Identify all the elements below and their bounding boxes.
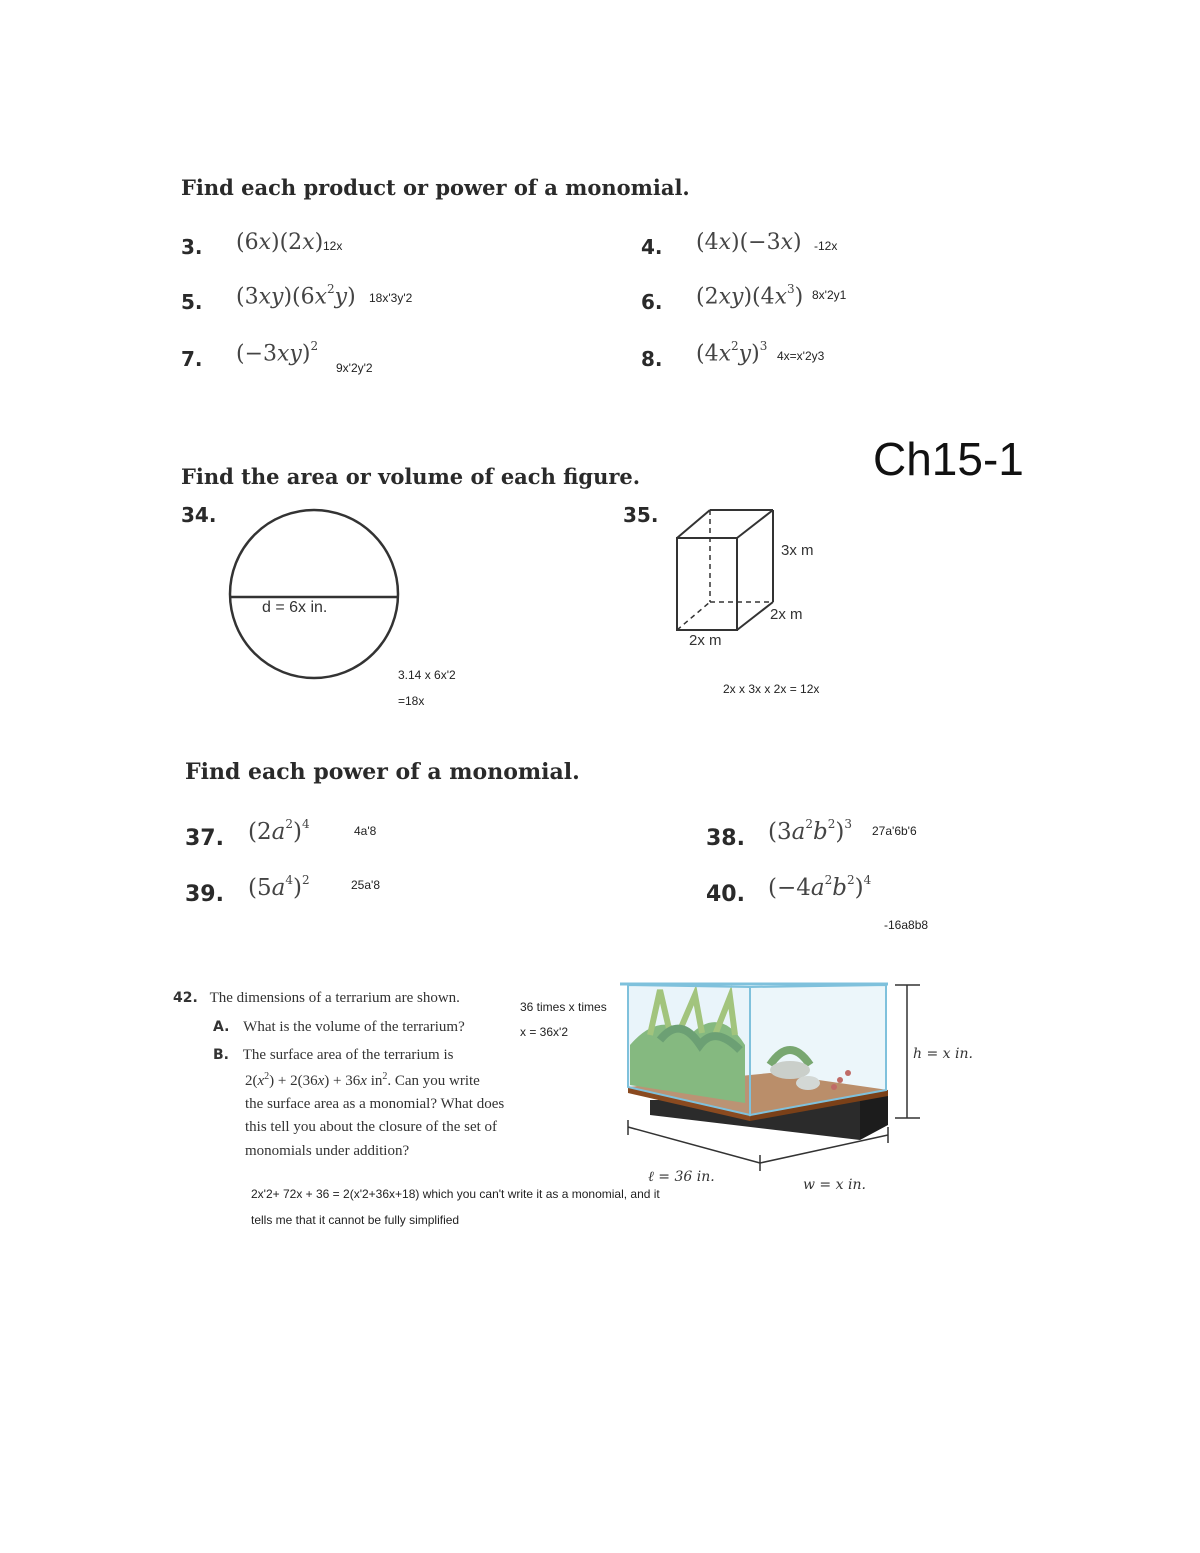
part-a-label: A. [213, 1019, 230, 1035]
handwritten-answer: -16a8b8 [884, 918, 929, 932]
problem-number: 8. [641, 347, 663, 371]
handwritten-answer: 8x'2y1 [812, 288, 847, 302]
problem-number: 3. [181, 235, 203, 259]
part-b-label: B. [213, 1047, 229, 1063]
width-label: w = x in. [803, 1177, 866, 1193]
problem-expression: $(2xy)(4x^3)$ [696, 282, 804, 310]
depth-label: 2x m [770, 606, 803, 623]
handwritten-answer: 2x x 3x x 2x = 12x [723, 682, 820, 696]
problem-number: 40. [706, 882, 745, 907]
height-label: h = x in. [913, 1046, 973, 1062]
surface-area-expression: $2(x^2) + 2(36x) + 36x$ $in^2$. Can you write [245, 1071, 480, 1089]
problem-expression: $(-3xy)^2$ [236, 339, 319, 367]
handwritten-answer: 2x'2+ 72x + 36 = 2(x'2+36x+18) which you can't write it as a monomial, and it [251, 1187, 660, 1201]
problem-expression: $(3a^2b^2)^3$ [768, 817, 852, 845]
width-label: 2x m [689, 632, 722, 649]
handwritten-answer: 4x=x'2y3 [777, 349, 825, 363]
part-b [213, 1047, 453, 1064]
handwritten-answer: 27a'6b'6 [872, 824, 917, 838]
circle-figure [222, 505, 407, 685]
problem-expression: $(3xy)(6x^2y)$ [236, 282, 356, 310]
section-heading-area-volume: Find the area or volume of each figure. [181, 464, 641, 489]
handwritten-answer: 25a'8 [351, 878, 380, 892]
problem-expression: (4x)(−3x) [696, 230, 802, 255]
handwritten-answer: 4a'8 [354, 824, 377, 838]
handwritten-answer: 12x [323, 239, 343, 253]
problem-number: 7. [181, 347, 203, 371]
problem-expression: $(2a^2)^4$ [248, 817, 310, 845]
problem-number: 5. [181, 290, 203, 314]
part-b-text: The surface area of the terrarium is [242, 1047, 454, 1063]
handwritten-answer: x = 36x'2 [520, 1025, 568, 1039]
problem-number: 34. [181, 503, 217, 527]
problem-expression: (6x)(2x) [236, 230, 324, 255]
section-heading-powers: Find each power of a monomial. [185, 759, 580, 785]
section-heading-products: Find each product or power of a monomial. [181, 175, 690, 200]
problem-42-intro [173, 990, 460, 1007]
handwritten-answer: -12x [814, 239, 838, 253]
height-label: 3x m [781, 542, 814, 559]
length-label: ℓ = 36 in. [648, 1169, 715, 1185]
handwritten-answer: 3.14 x 6x'2 [398, 668, 456, 682]
handwritten-answer: 9x'2y'2 [336, 361, 373, 375]
problem-expression: $(-4a^2b^2)^4$ [768, 873, 872, 901]
problem-number: 38. [706, 826, 745, 851]
problem-number: 4. [641, 235, 663, 259]
part-a [213, 1019, 465, 1036]
chapter-label: Ch15-1 [873, 433, 1024, 485]
problem-number: 37. [185, 826, 224, 851]
handwritten-answer: =18x [398, 694, 425, 708]
part-a-text: What is the volume of the terrarium? [243, 1019, 465, 1035]
problem-expression: $(4x^2y)^3$ [696, 339, 768, 367]
problem-expression: $(5a^4)^2$ [248, 873, 310, 901]
part-b-text: the surface area as a monomial? What does [245, 1096, 505, 1112]
part-b-text: this tell you about the closure of the set of [245, 1119, 498, 1135]
terrarium-illustration [620, 975, 990, 1195]
diameter-label: d = 6x in. [262, 599, 328, 616]
handwritten-answer: 18x'3y'2 [369, 291, 413, 305]
rectangular-prism-figure [670, 505, 785, 635]
problem-number: 35. [623, 503, 659, 527]
intro-text: The dimensions of a terrarium are shown. [209, 990, 460, 1006]
handwritten-answer: 36 times x times [520, 1000, 607, 1014]
handwritten-answer: tells me that it cannot be fully simplified [251, 1213, 460, 1227]
part-b-text: monomials under addition? [245, 1143, 410, 1159]
problem-number: 42. [173, 990, 198, 1006]
problem-number: 39. [185, 882, 224, 907]
problem-number: 6. [641, 290, 663, 314]
